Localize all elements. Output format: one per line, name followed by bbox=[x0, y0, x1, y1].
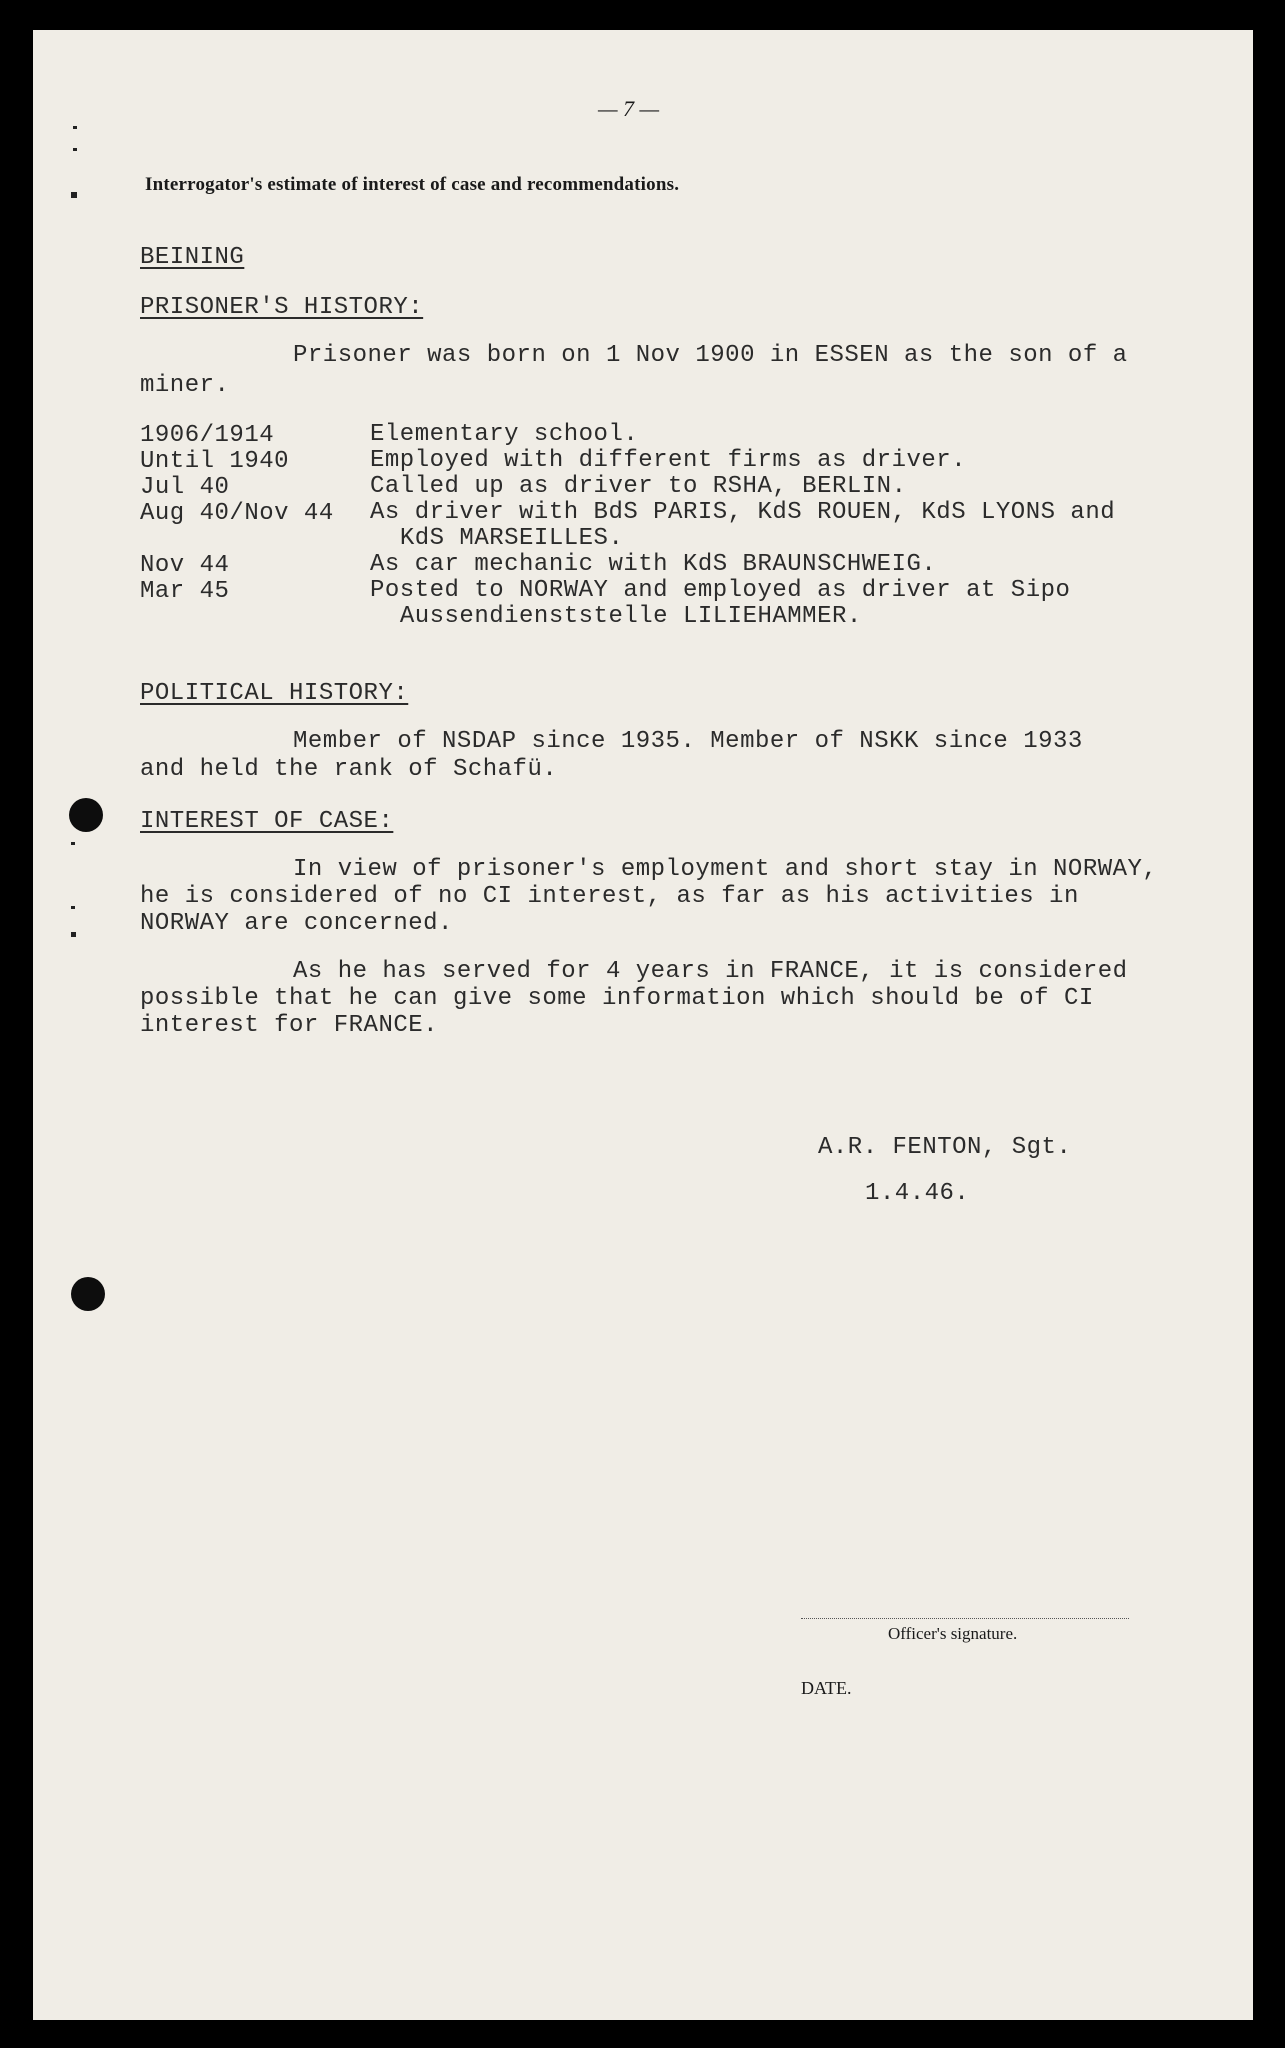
punch-hole-bottom bbox=[71, 1277, 105, 1311]
intro-text: miner. bbox=[140, 372, 230, 399]
document-page bbox=[33, 30, 1253, 2020]
margin-mark bbox=[73, 148, 77, 151]
section-heading: POLITICAL HISTORY: bbox=[140, 680, 409, 707]
margin-mark bbox=[71, 192, 77, 198]
paragraph-line: Member of NSDAP since 1935. Member of NSKK since 1933 bbox=[293, 728, 1083, 755]
row-event: Employed with different firms as driver. bbox=[370, 447, 967, 474]
history-table bbox=[140, 422, 1240, 662]
interrogator-name: A.R. FENTON, Sgt. bbox=[818, 1134, 1072, 1161]
row-event: Elementary school. bbox=[370, 421, 639, 448]
paragraph-line: NORWAY are concerned. bbox=[140, 910, 453, 937]
paragraph-line: As he has served for 4 years in FRANCE, it is considered bbox=[293, 958, 1128, 985]
margin-mark bbox=[71, 906, 75, 909]
paragraph-line: interest for FRANCE. bbox=[140, 1012, 439, 1039]
row-date: Mar 45 bbox=[140, 578, 230, 605]
margin-mark bbox=[71, 842, 75, 845]
row-event: As driver with BdS PARIS, KdS ROUEN, KdS LYONS and KdS MARSEILLES. bbox=[370, 499, 1116, 552]
paragraph-line: he is considered of no CI interest, as far as his activities in bbox=[140, 883, 1079, 910]
paragraph-line: In view of prisoner's employment and short stay in NORWAY, bbox=[293, 856, 1158, 883]
section-heading: INTEREST OF CASE: bbox=[140, 808, 394, 835]
intro-text: Prisoner was born on 1 Nov 1900 in ESSEN as the son of a bbox=[293, 342, 1128, 369]
row-date: Nov 44 bbox=[140, 552, 230, 579]
row-date: Jul 40 bbox=[140, 474, 230, 501]
form-heading: Interrogator's estimate of interest of case and recommendations. bbox=[145, 174, 680, 195]
row-date: Aug 40/Nov 44 bbox=[140, 500, 334, 527]
paragraph-line: possible that he can give some information which should be of CI bbox=[140, 985, 1094, 1012]
row-event: Posted to NORWAY and employed as driver at Sipo Aussendienststelle LILIEHAMMER. bbox=[370, 577, 1071, 630]
case-name: BEINING bbox=[140, 244, 245, 271]
row-event: As car mechanic with KdS BRAUNSCHWEIG. bbox=[370, 551, 937, 578]
row-date: Until 1940 bbox=[140, 448, 290, 475]
page-number: — 7 — bbox=[598, 96, 660, 121]
margin-mark bbox=[73, 126, 77, 129]
row-date: 1906/1914 bbox=[140, 422, 275, 449]
officer-signature-label: Officer's signature. bbox=[888, 1624, 1018, 1643]
report-date: 1.4.46. bbox=[865, 1180, 970, 1207]
paragraph-line: and held the rank of Schafü. bbox=[140, 756, 558, 783]
punch-hole-top bbox=[69, 798, 103, 832]
date-label: DATE. bbox=[801, 1678, 852, 1698]
section-heading: PRISONER'S HISTORY: bbox=[140, 294, 424, 321]
row-event: Called up as driver to RSHA, BERLIN. bbox=[370, 473, 907, 500]
margin-mark bbox=[71, 932, 76, 937]
signature-line bbox=[801, 1618, 1129, 1619]
